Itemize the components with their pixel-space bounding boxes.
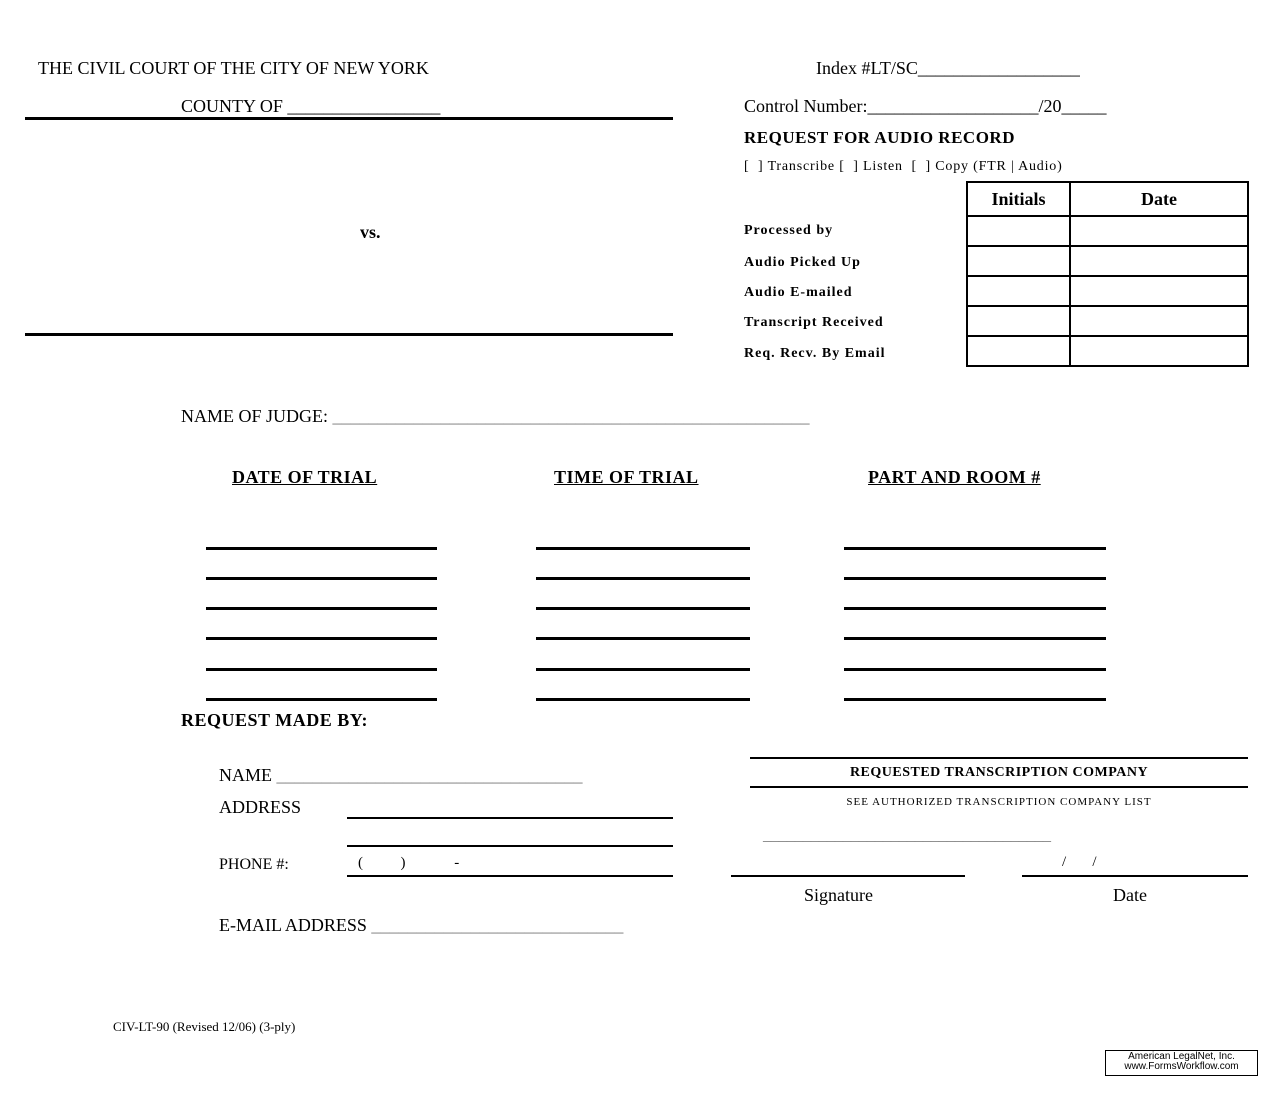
initials-cell[interactable]	[967, 276, 1070, 306]
signature-line[interactable]	[731, 875, 965, 877]
caption-bottom-rule	[25, 333, 673, 336]
date-cell[interactable]	[1070, 336, 1248, 366]
date-of-trial-line[interactable]	[206, 577, 437, 580]
initials-cell[interactable]	[967, 246, 1070, 276]
date-cell[interactable]	[1070, 306, 1248, 336]
time-of-trial-line[interactable]	[536, 698, 750, 701]
county-field[interactable]: _________________	[287, 96, 441, 116]
row-label-req-recv-email: Req. Recv. By Email	[744, 346, 886, 361]
request-title: REQUEST FOR AUDIO RECORD	[744, 128, 1015, 147]
transcription-title: REQUESTED TRANSCRIPTION COMPANY	[849, 765, 1149, 780]
date-of-trial-header: DATE OF TRIAL	[232, 467, 378, 487]
control-year-field[interactable]: /20_____	[1038, 96, 1107, 116]
judge-line	[181, 406, 810, 427]
request-made-by-heading: REQUEST MADE BY:	[181, 710, 369, 730]
address-label: ADDRESS	[219, 797, 302, 817]
initials-cell[interactable]	[967, 336, 1070, 366]
requester-name	[219, 765, 583, 786]
date-of-trial-line[interactable]	[206, 637, 437, 640]
control-label: Control Number:	[744, 96, 868, 116]
phone-format[interactable]: ( ) -	[358, 855, 460, 871]
date-slashes: / /	[1062, 854, 1097, 870]
versus-label: vs.	[360, 222, 381, 242]
date-cell[interactable]	[1070, 276, 1248, 306]
date-of-trial-line[interactable]	[206, 698, 437, 701]
date-of-trial-line[interactable]	[206, 668, 437, 671]
phone-line	[347, 875, 673, 877]
initials-cell[interactable]	[967, 306, 1070, 336]
part-room-line[interactable]	[844, 547, 1106, 550]
index-field[interactable]: __________________	[917, 58, 1080, 78]
part-room-line[interactable]	[844, 698, 1106, 701]
signature-label: Signature	[804, 885, 873, 905]
date-cell[interactable]	[1070, 216, 1248, 246]
email-label: E-MAIL ADDRESS	[219, 915, 367, 935]
transcription-bottom-rule	[750, 786, 1248, 788]
time-of-trial-header: TIME OF TRIAL	[554, 467, 699, 487]
county-label	[181, 96, 440, 117]
transcription-company-field[interactable]: ____________________________________	[763, 827, 1051, 844]
row-label-processed-by: Processed by	[744, 223, 834, 238]
caption-top-rule	[25, 117, 673, 120]
judge-label: NAME OF JUDGE:	[181, 406, 329, 426]
form-id: CIV-LT-90 (Revised 12/06) (3-ply)	[113, 1019, 296, 1034]
phone-label: PHONE #:	[219, 856, 289, 873]
publisher-website: www.FormsWorkflow.com	[1124, 1061, 1239, 1072]
time-of-trial-line[interactable]	[536, 547, 750, 550]
date-header: Date	[1070, 182, 1248, 216]
signature-date-line[interactable]	[1022, 875, 1248, 877]
initials-header: Initials	[967, 182, 1070, 216]
part-room-line[interactable]	[844, 577, 1106, 580]
control-field[interactable]: ___________________	[867, 96, 1039, 116]
time-of-trial-line[interactable]	[536, 607, 750, 610]
part-room-line[interactable]	[844, 607, 1106, 610]
address-line-1[interactable]	[347, 817, 673, 819]
row-label-audio-picked-up: Audio Picked Up	[744, 255, 861, 270]
publisher-name: American LegalNet, Inc.	[1128, 1051, 1235, 1062]
requester-email	[219, 915, 623, 936]
address-line-2[interactable]	[347, 845, 673, 847]
time-of-trial-line[interactable]	[536, 668, 750, 671]
processing-log-table	[966, 181, 1249, 367]
judge-field[interactable]: _____________________________________________________	[332, 406, 810, 426]
court-name: THE CIVIL COURT OF THE CITY OF NEW YORK	[38, 58, 429, 78]
part-room-line[interactable]	[844, 637, 1106, 640]
transcription-top-rule	[750, 757, 1248, 759]
time-of-trial-line[interactable]	[536, 637, 750, 640]
name-label: NAME	[219, 765, 272, 785]
index-label: Index #LT/SC	[816, 58, 918, 78]
request-type-options[interactable]: [ ] Transcribe [ ] Listen [ ] Copy (FTR | Audio)	[744, 159, 1063, 174]
signature-date-label: Date	[1113, 885, 1147, 905]
date-of-trial-line[interactable]	[206, 607, 437, 610]
county-label-text: COUNTY OF	[181, 96, 283, 116]
email-field[interactable]: ____________________________	[371, 915, 624, 935]
time-of-trial-line[interactable]	[536, 577, 750, 580]
index-number	[816, 58, 1080, 79]
control-number	[744, 96, 1107, 117]
part-room-line[interactable]	[844, 668, 1106, 671]
publisher-stamp	[1105, 1050, 1258, 1076]
transcription-subtitle: SEE AUTHORIZED TRANSCRIPTION COMPANY LIST	[846, 796, 1152, 808]
row-label-transcript-received: Transcript Received	[744, 315, 884, 330]
row-label-audio-emailed: Audio E-mailed	[744, 285, 853, 300]
date-cell[interactable]	[1070, 246, 1248, 276]
date-of-trial-line[interactable]	[206, 547, 437, 550]
part-room-header: PART AND ROOM #	[868, 467, 1041, 487]
name-field[interactable]: __________________________________	[276, 765, 583, 785]
initials-cell[interactable]	[967, 216, 1070, 246]
